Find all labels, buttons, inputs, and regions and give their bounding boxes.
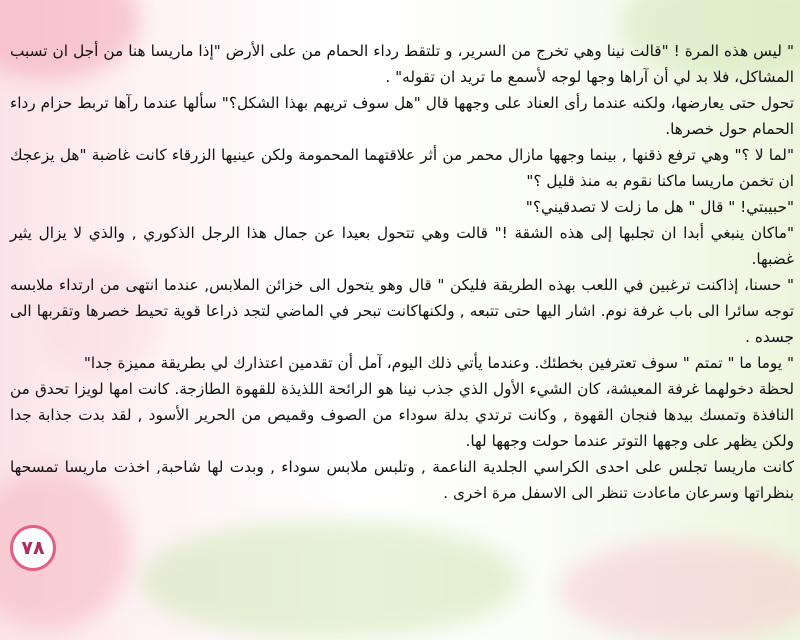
paragraph: "ماكان ينبغي أبدا ان تجلبها إلى هذه الشقة !" قالت وهي تتحول بعيدا عن جمال هذا الرجل الذكوري , والذي لا يزال يثير غضبها. [10,224,794,268]
paragraph: "حبيبتي! " قال " هل ما زلت لا تصدقيني؟" [525,198,794,216]
story-text [10,38,794,578]
page-number-badge: ٧٨ [10,525,56,571]
paragraph: تحول حتى يعارضها، ولكنه عندما رأى العناد على وجهها قال "هل سوف تريهم بهذا الشكل؟" سألها عندما رآها تربط حزام رداء الحمام حول خصرها. [10,94,794,138]
paragraph: " ليس هذه المرة ! "قالت نينا وهي تخرج من السرير، و تلتقط رداء الحمام من على الأرض "إذا ماريسا هنا من أجل ان تسبب المشاكل، فلا بد لي أن آراها وجها لوجه لأسمع ما تريد ان تقوله" . [10,42,794,86]
paragraph: كانت ماريسا تجلس على احدى الكراسي الجلدية الناعمة , وتلبس ملابس سوداء , وبدت لها شاحبة, اخذت ماريسا تمسحها بنظراتها وسرعان ماعادت تنظر الى الاسفل مرة اخرى . [10,458,794,502]
paragraph: لحظة دخولهما غرفة المعيشة، كان الشيء الأول الذي جذب نينا هو الرائحة اللذيذة للقهوة الطازجة. كانت امها لويزا تحدق من النافذة وتمسك بيدها فنجان القهوة , وكانت ترتدي بدلة سوداء من الصوف وقميص من الحرير الأسود , لقد بدت جذابة جدا ولكن يظهر على وجهها التوتر عندما حولت وجهها لها. [10,380,794,450]
paragraph: " حسنا، إذاكنت ترغبين في اللعب بهذه الطريقة فليكن " قال وهو يتحول الى خزائن الملابس, عندما انتهى من ارتداء ملابسه توجه سائرا الى باب غرفة نوم. اشار اليها حتى تتبعه , ولكنهاكانت تبحر في الماضي لتجد ذراعا قوية تحيط خصرها وتقربها الى جسده . [10,276,794,346]
paragraph: " يوما ما " تمتم " سوف تعترفين بخطئك. وعندما يأتي ذلك اليوم، آمل أن تقدمين اعتذارك لي بطريقة مميزة جدا" [83,354,794,372]
paragraph: "لما لا ؟" وهي ترفع ذقنها , بينما وجهها مازال محمر من أثر علاقتهما المحمومة ولكن عينيها الزرقاء كانت غاضبة "هل يزعجك ان تخمن ماريسا ماكنا نقوم به منذ قليل ؟" [10,146,794,190]
